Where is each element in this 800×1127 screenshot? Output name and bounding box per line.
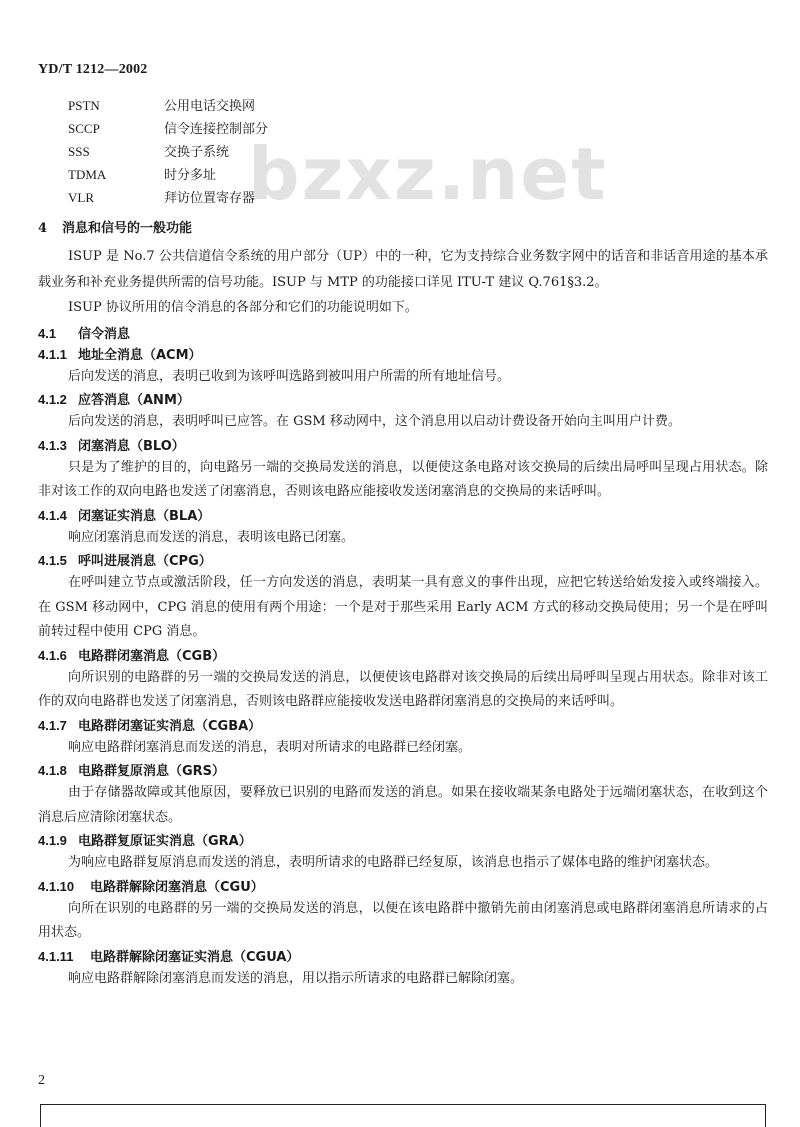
abbreviation-term: SSS (68, 144, 90, 159)
clause-title: 电路群复原证实消息（GRA） (78, 834, 252, 849)
subsection (38, 551, 768, 645)
clause-heading (38, 390, 768, 410)
clause-heading (38, 506, 768, 526)
abbreviation-term: SCCP (68, 121, 100, 136)
clause-heading (38, 345, 768, 365)
clause-title: 电路群解除闭塞证实消息（CGUA） (90, 949, 300, 965)
clause-title: 闭塞消息（BLO） (78, 438, 185, 454)
watermark: bzxz.net (248, 132, 608, 216)
subsection (38, 646, 768, 715)
clause-text: 由于存储器故障或其他原因，要释放已识别的电路而发送的消息。如果在接收端某条电路处于远端闭塞状态，在收到这个消息后应清除闭塞状态。 (38, 785, 768, 825)
clause-text: 响应电路群闭塞消息而发送的消息，表明对所请求的电路群已经闭塞。 (68, 739, 472, 755)
abbreviation-definition: 拜访位置寄存器 (164, 191, 256, 206)
abbreviation-definition: 信令连接控制部分 (164, 122, 269, 137)
abbreviation-list (68, 94, 268, 209)
subsection (38, 436, 768, 505)
standard-code: YD/T 1212—2002 (38, 62, 148, 77)
paragraph: ISUP 协议所用的信令消息的各部分和它们的功能说明如下。 (68, 300, 418, 315)
abbreviation-row (68, 186, 268, 209)
subsection (38, 345, 768, 390)
clause-heading (38, 436, 768, 456)
clause-heading (38, 646, 768, 666)
section-number: 4 (38, 221, 48, 236)
abbreviation-definition: 交换子系统 (164, 145, 230, 160)
abbreviation-row (68, 163, 268, 186)
clause-heading (38, 831, 768, 851)
clause-heading (38, 761, 768, 781)
clause-heading (38, 947, 768, 967)
abbreviation-term: PSTN (68, 98, 100, 113)
clause-text: 向所识别的电路群的另一端的交换局发送的消息，以便使该电路群对该交换局的后续出局呼叫呈现占用状态。除非对该工作的双向电路群也发送了闭塞消息，否则该电路群应能接收发送电路群闭塞消息的交换局的来话呼叫。 (38, 669, 768, 709)
clause-text: 响应电路群解除闭塞消息而发送的消息，用以指示所请求的电路群已解除闭塞。 (68, 970, 524, 986)
clause-number: 4.1.6 (38, 647, 67, 663)
clause-title: 电路群闭塞证实消息（CGBA） (78, 718, 262, 734)
clause-heading (38, 551, 768, 571)
clause-text: 向所在识别的电路群的另一端的交换局发送的消息，以便在该电路群中撤销先前由闭塞消息或电路群闭塞消息所请求的占用状态。 (38, 900, 768, 940)
subsection (38, 716, 768, 761)
clause-title: 电路群闭塞消息（CGB） (78, 648, 226, 664)
clause-title: 应答消息（ANM） (78, 393, 190, 408)
clause-number: 4.1.11 (38, 948, 74, 964)
document-body (38, 216, 768, 991)
subsection-title: 信令消息 (78, 326, 131, 342)
abbreviation-term: VLR (68, 190, 94, 205)
clause-number: 4.1.5 (38, 553, 67, 568)
clause-number: 4.1.3 (38, 437, 67, 453)
subsection (38, 831, 768, 876)
subsection (38, 390, 768, 435)
subsection (38, 506, 768, 551)
clause-title: 电路群复原消息（GRS） (78, 764, 226, 779)
paragraph: ISUP 是 No.7 公共信道信令系统的用户部分（UP）中的一种，它为支持综合业务数字网中的话音和非话音用途的基本承载业务和补充业务提供所需的信号功能。ISUP 与 MTP 的功能接口详见 ITU-T 建议 Q.761§3.2。 (38, 249, 768, 290)
clause-number: 4.1.7 (38, 717, 67, 733)
subsection (38, 761, 768, 830)
clause-title: 呼叫进展消息（CPG） (78, 554, 212, 569)
abbreviation-term: TDMA (68, 167, 107, 182)
abbreviation-row (68, 94, 268, 117)
abbreviation-definition: 时分多址 (164, 168, 217, 183)
section-title: 消息和信号的一般功能 (62, 221, 193, 236)
page-number: 2 (38, 1073, 45, 1088)
clause-number: 4.1.4 (38, 507, 67, 523)
clause-text: 只是为了维护的目的，向电路另一端的交换局发送的消息，以便使这条电路对该交换局的后续出局呼叫呈现占用状态。除非对该工作的双向电路也发送了闭塞消息，否则该电路应能接收发送闭塞消息的交换局的来话呼叫。 (38, 459, 768, 499)
clause-heading (38, 716, 768, 736)
clause-number: 4.1.8 (38, 763, 67, 778)
clause-number: 4.1.9 (38, 833, 67, 848)
clause-text: 在呼叫建立节点或激活阶段，任一方向发送的消息，表明某一具有意义的事件出现，应把它转送给始发接入或终端接入。在 GSM 移动网中，CPG 消息的使用有两个用途：一个是对于那些采用 Early ACM 方式的移动交换局使用；另一个是在呼叫前转过程中使用 CPG 消息。 (38, 575, 768, 639)
subsection-number: 4.1 (38, 325, 57, 341)
clause-text: 后向发送的消息，表明已收到为该呼叫选路到被叫用户所需的所有地址信号。 (68, 368, 511, 384)
subsection (38, 877, 768, 946)
clause-title: 闭塞证实消息（BLA） (78, 508, 211, 524)
clause-text: 响应闭塞消息而发送的消息，表明该电路已闭塞。 (68, 529, 355, 545)
clause-title: 地址全消息（ACM） (78, 347, 202, 363)
clause-number: 4.1.1 (38, 346, 67, 362)
abbreviation-row (68, 140, 268, 163)
clause-number: 4.1.2 (38, 392, 67, 407)
footer-frame (40, 1104, 766, 1127)
clause-number: 4.1.10 (38, 878, 75, 894)
abbreviation-row (68, 117, 268, 140)
subsection-heading (38, 324, 768, 344)
abbreviation-definition: 公用电话交换网 (164, 99, 256, 114)
clause-heading (38, 877, 768, 897)
subsection (38, 947, 768, 992)
clause-title: 电路群解除闭塞消息（CGU） (90, 879, 264, 895)
section-heading (38, 216, 768, 242)
clause-text: 后向发送的消息，表明呼叫已应答。在 GSM 移动网中，这个消息用以启动计费设备开始向主叫用户计费。 (68, 414, 681, 429)
clause-text: 为响应电路群复原消息而发送的消息，表明所请求的电路群已经复原，该消息也指示了媒体电路的维护闭塞状态。 (68, 855, 719, 870)
